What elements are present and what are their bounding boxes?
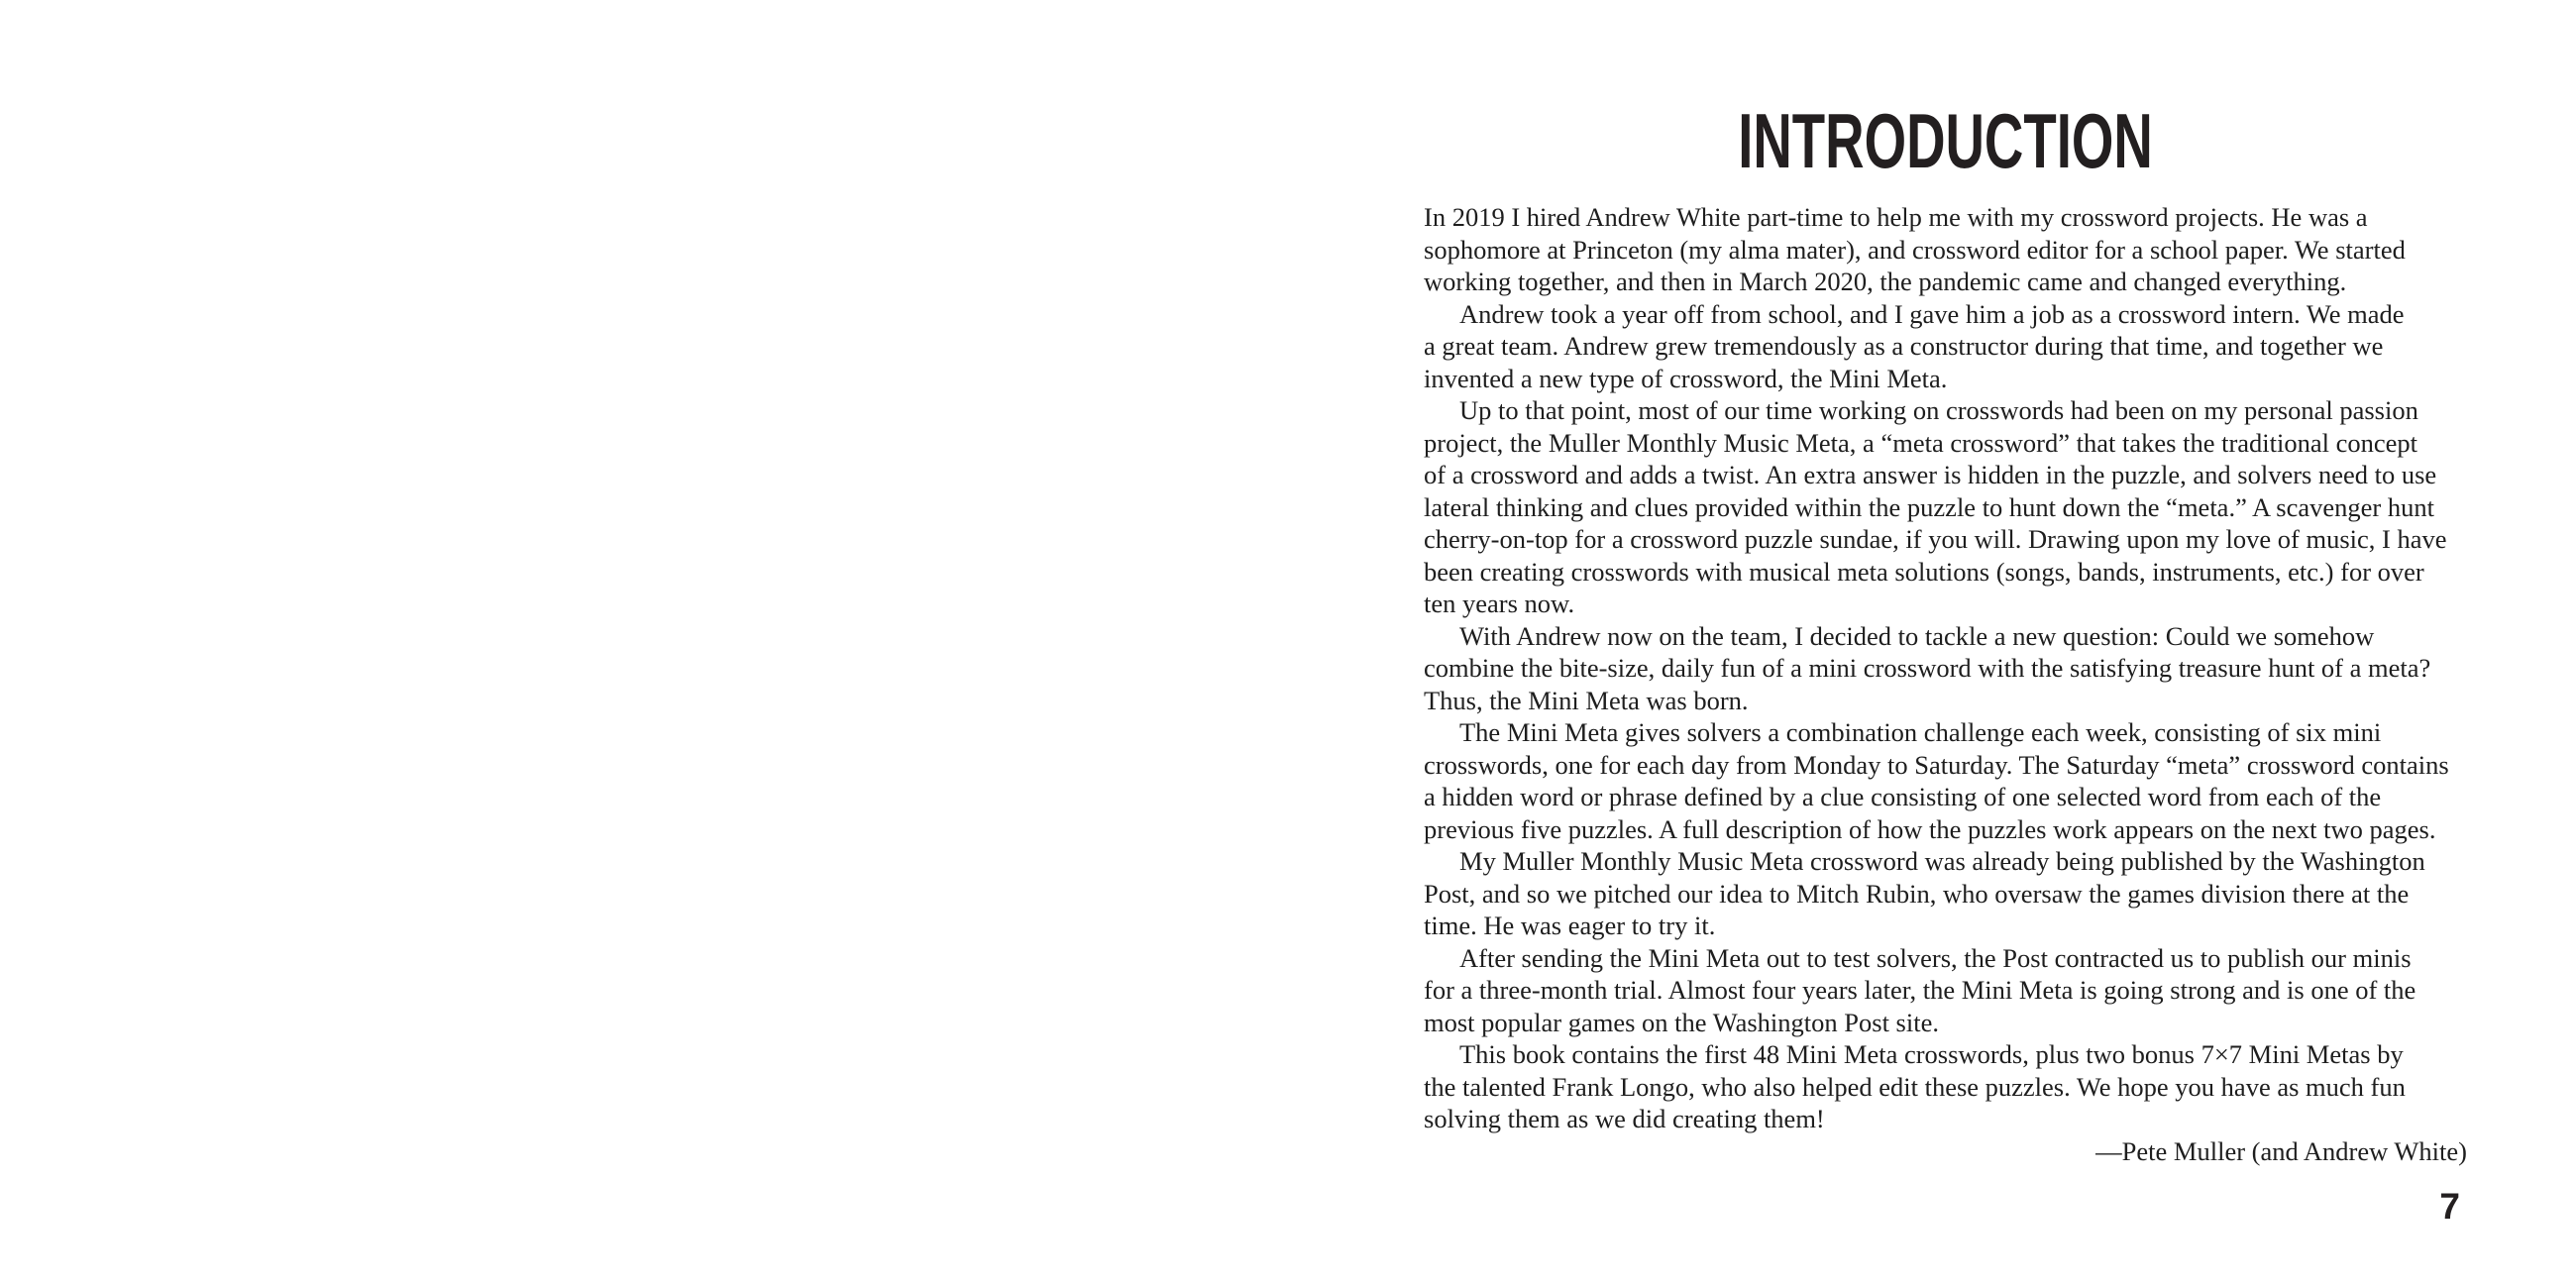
text-line: working together, and then in March 2020, the pandemic came and changed everything. <box>1424 267 2347 296</box>
text-line: been creating crosswords with musical meta solutions (songs, bands, instruments, etc.) for over <box>1424 556 2424 587</box>
text-line: solving them as we did creating them! <box>1424 1104 1825 1133</box>
text-line: previous five puzzles. A full description of how the puzzles work appears on the next two pages. <box>1424 813 2436 844</box>
introduction-text <box>1424 201 2467 1167</box>
text-line: a hidden word or phrase defined by a clue consisting of one selected word from each of the <box>1424 782 2382 811</box>
text-line: In 2019 I hired Andrew White part-time to help me with my crossword projects. He was a <box>1424 202 2368 232</box>
author-signature: —Pete Muller (and Andrew White) <box>2095 1135 2467 1166</box>
text-line: Thus, the Mini Meta was born. <box>1424 685 1749 715</box>
text-line: invented a new type of crossword, the Mini Meta. <box>1424 363 1948 393</box>
text-line: After sending the Mini Meta out to test solvers, the Post contracted us to publish our minis <box>1459 942 2412 973</box>
text-line: time. He was eager to try it. <box>1424 911 1716 940</box>
text-line: The Mini Meta gives solvers a combination challenge each week, consisting of six mini <box>1459 717 2382 747</box>
text-line: for a three-month trial. Almost four years later, the Mini Meta is going strong and is one of the <box>1424 975 2416 1005</box>
paragraph <box>1424 1038 2467 1135</box>
text-line: crosswords, one for each day from Monday to Saturday. The Saturday “meta” crossword contains <box>1424 749 2449 780</box>
text-line: Up to that point, most of our time working on crosswords had been on my personal passion <box>1459 395 2418 425</box>
text-line: most popular games on the Washington Post site. <box>1424 1007 1939 1037</box>
paragraph <box>1424 394 2467 620</box>
text-line: project, the Muller Monthly Music Meta, a “meta crossword” that takes the traditional concept <box>1424 427 2418 458</box>
text-line: the talented Frank Longo, who also helped edit these puzzles. We hope you have as much fun <box>1424 1071 2406 1102</box>
paragraph <box>1424 845 2467 942</box>
text-line: a great team. Andrew grew tremendously as a constructor during that time, and together we <box>1424 331 2384 361</box>
paragraph <box>1424 716 2467 845</box>
text-line: of a crossword and adds a twist. An extra answer is hidden in the puzzle, and solvers need to use <box>1424 460 2437 489</box>
paragraph <box>1424 620 2467 717</box>
paragraph <box>1424 201 2467 298</box>
text-line: sophomore at Princeton (my alma mater), and crossword editor for a school paper. We started <box>1424 234 2406 265</box>
page-number: 7 <box>2439 1186 2460 1227</box>
paragraph <box>1424 942 2467 1039</box>
text-line: ten years now. <box>1424 589 1575 618</box>
text-line: lateral thinking and clues provided within the puzzle to hunt down the “meta.” A scavenger hunt <box>1424 491 2434 522</box>
text-line: Andrew took a year off from school, and I gave him a job as a crossword intern. We made <box>1459 298 2405 329</box>
paragraph <box>1424 298 2467 395</box>
text-line: combine the bite-size, daily fun of a mini crossword with the satisfying treasure hunt of a meta? <box>1424 653 2431 683</box>
text-line: Post, and so we pitched our idea to Mitch Rubin, who oversaw the games division there at the <box>1424 878 2410 909</box>
right-page-content <box>1424 0 2467 1288</box>
text-line: With Andrew now on the team, I decided to tackle a new question: Could we somehow <box>1459 620 2375 651</box>
text-line: cherry-on-top for a crossword puzzle sundae, if you will. Drawing upon my love of music, I have <box>1424 524 2447 554</box>
paragraphs-container <box>1424 201 2467 1135</box>
text-line: My Muller Monthly Music Meta crossword was already being published by the Washington <box>1459 846 2425 876</box>
page-title: INTRODUCTION <box>1738 97 2153 184</box>
text-line: This book contains the first 48 Mini Meta crosswords, plus two bonus 7×7 Mini Metas by <box>1459 1039 2404 1069</box>
